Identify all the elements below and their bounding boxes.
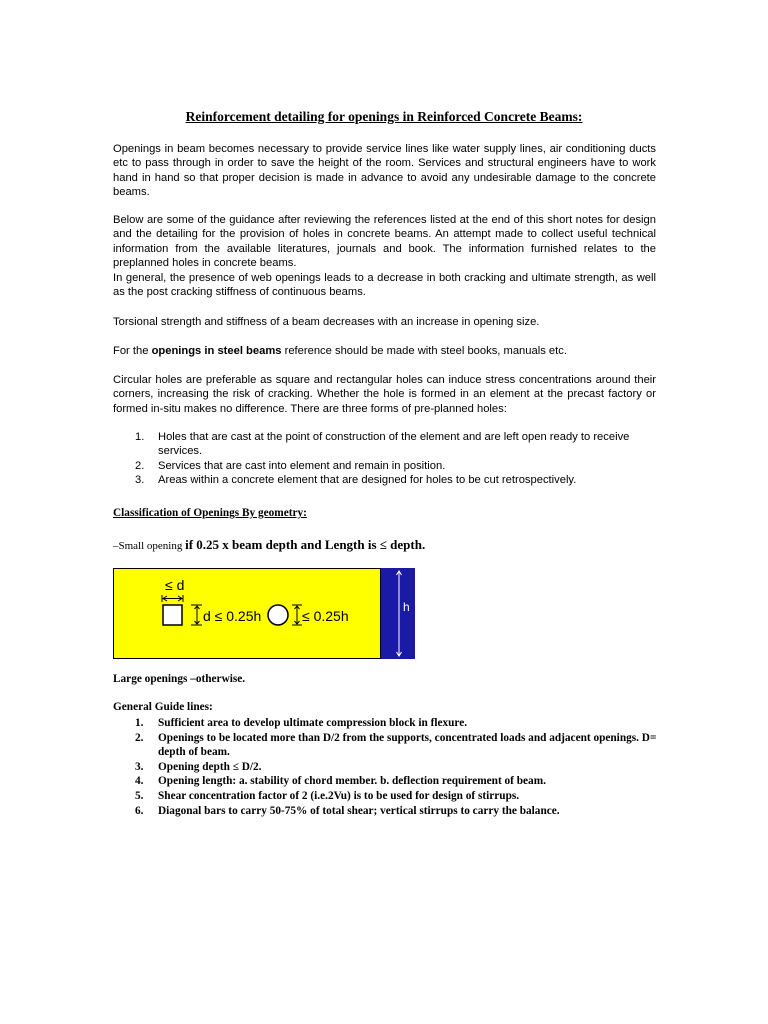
list-number: 1. xyxy=(135,717,144,729)
list-item xyxy=(113,473,656,487)
list-item xyxy=(113,430,656,459)
list-text: Shear concentration factor of 2 (i.e.2Vu) is to be used for design of stirrups. xyxy=(158,789,520,802)
list-number: 6. xyxy=(135,804,144,817)
intro-paragraph: Openings in beam becomes necessary to provide service lines like water supply lines, air conditioning ducts etc to pass through in order to save the height of the room. Services and structural engineers have to work hand in hand so that proper decision is made in advance to avoid any undesirable damage to the concrete beams. xyxy=(113,143,656,198)
list-item xyxy=(113,760,658,775)
rectangular-opening xyxy=(163,605,182,625)
small-opening-rule: if 0.25 x beam depth and Length is ≤ depth. xyxy=(185,537,426,552)
list-number: 2. xyxy=(135,731,144,744)
list-item xyxy=(113,731,658,760)
large-openings-text: Large openings –otherwise. xyxy=(113,673,246,685)
list-text: Sufficient area to develop ultimate compression block in flexure. xyxy=(158,717,468,729)
list-text: Openings to be located more than D/2 from the supports, concentrated loads and adjacent openings. D= depth of beam. xyxy=(158,731,657,759)
list-number: 5. xyxy=(135,789,144,802)
circular-opening xyxy=(268,605,288,625)
steel-beams-prefix: For the xyxy=(113,345,152,357)
list-text: Areas within a concrete element that are designed for holes to be cut retrospectively. xyxy=(158,473,577,486)
circle-label: ≤ 0.25h xyxy=(302,608,349,624)
list-number: 2. xyxy=(135,459,145,472)
steel-beams-suffix: reference should be made with steel books, manuals etc. xyxy=(281,345,567,357)
list-text: Diagonal bars to carry 50-75% of total shear; vertical stirrups to carry the balance. xyxy=(158,804,560,817)
hole-forms-list xyxy=(113,430,656,487)
list-item xyxy=(113,774,658,789)
list-number: 3. xyxy=(135,760,144,773)
list-item xyxy=(113,804,658,819)
list-item xyxy=(113,459,656,473)
height-label: h xyxy=(403,600,410,614)
classification-heading: Classification of Openings By geometry: xyxy=(113,507,307,519)
steel-beams-bold: openings in steel beams xyxy=(151,345,282,357)
small-opening-diagram xyxy=(113,568,415,659)
list-text: Holes that are cast at the point of construction of the element and are left open ready to receive services. xyxy=(158,431,630,458)
list-item xyxy=(113,716,658,731)
guidelines-heading: General Guide lines: xyxy=(113,701,213,713)
depth-label: d ≤ 0.25h xyxy=(203,608,262,624)
small-opening-line xyxy=(113,536,425,554)
torsion-paragraph: Torsional strength and stiffness of a beam decreases with an increase in opening size. xyxy=(113,316,540,328)
list-text: Opening length: a. stability of chord member. b. deflection requirement of beam. xyxy=(158,775,546,788)
support-column xyxy=(381,568,415,659)
list-item xyxy=(113,789,658,804)
guidelines-list xyxy=(113,716,658,818)
list-number: 1. xyxy=(135,431,145,443)
guidance-paragraph: Below are some of the guidance after reviewing the references listed at the end of this short notes for design and the detailing for the provision of holes in concrete beams. An attempt made to collect useful technical information from the available literatures, journals and book. The information furnished relates to the preplanned holes in concrete beams. xyxy=(113,214,656,269)
page-title: Reinforcement detailing for openings in Reinforced Concrete Beams: xyxy=(185,109,583,124)
web-openings-paragraph: In general, the presence of web openings leads to a decrease in both cracking and ultimate strength, as well as the post cracking stiffness of continuous beams. xyxy=(113,272,656,299)
circular-holes-paragraph: Circular holes are preferable as square and rectangular holes can induce stress concentrations around their corners, increasing the risk of cracking. Whether the hole is formed in an element at the precast factory or formed in-situ makes no difference. There are three forms of pre-planned holes: xyxy=(113,374,656,415)
list-text: Services that are cast into element and remain in position. xyxy=(158,459,446,472)
length-label: ≤ d xyxy=(165,577,185,593)
steel-beams-paragraph xyxy=(113,344,656,358)
list-text: Opening depth ≤ D/2. xyxy=(158,760,262,773)
list-number: 4. xyxy=(135,775,144,788)
list-number: 3. xyxy=(135,473,145,486)
small-opening-prefix: –Small opening xyxy=(113,540,186,552)
